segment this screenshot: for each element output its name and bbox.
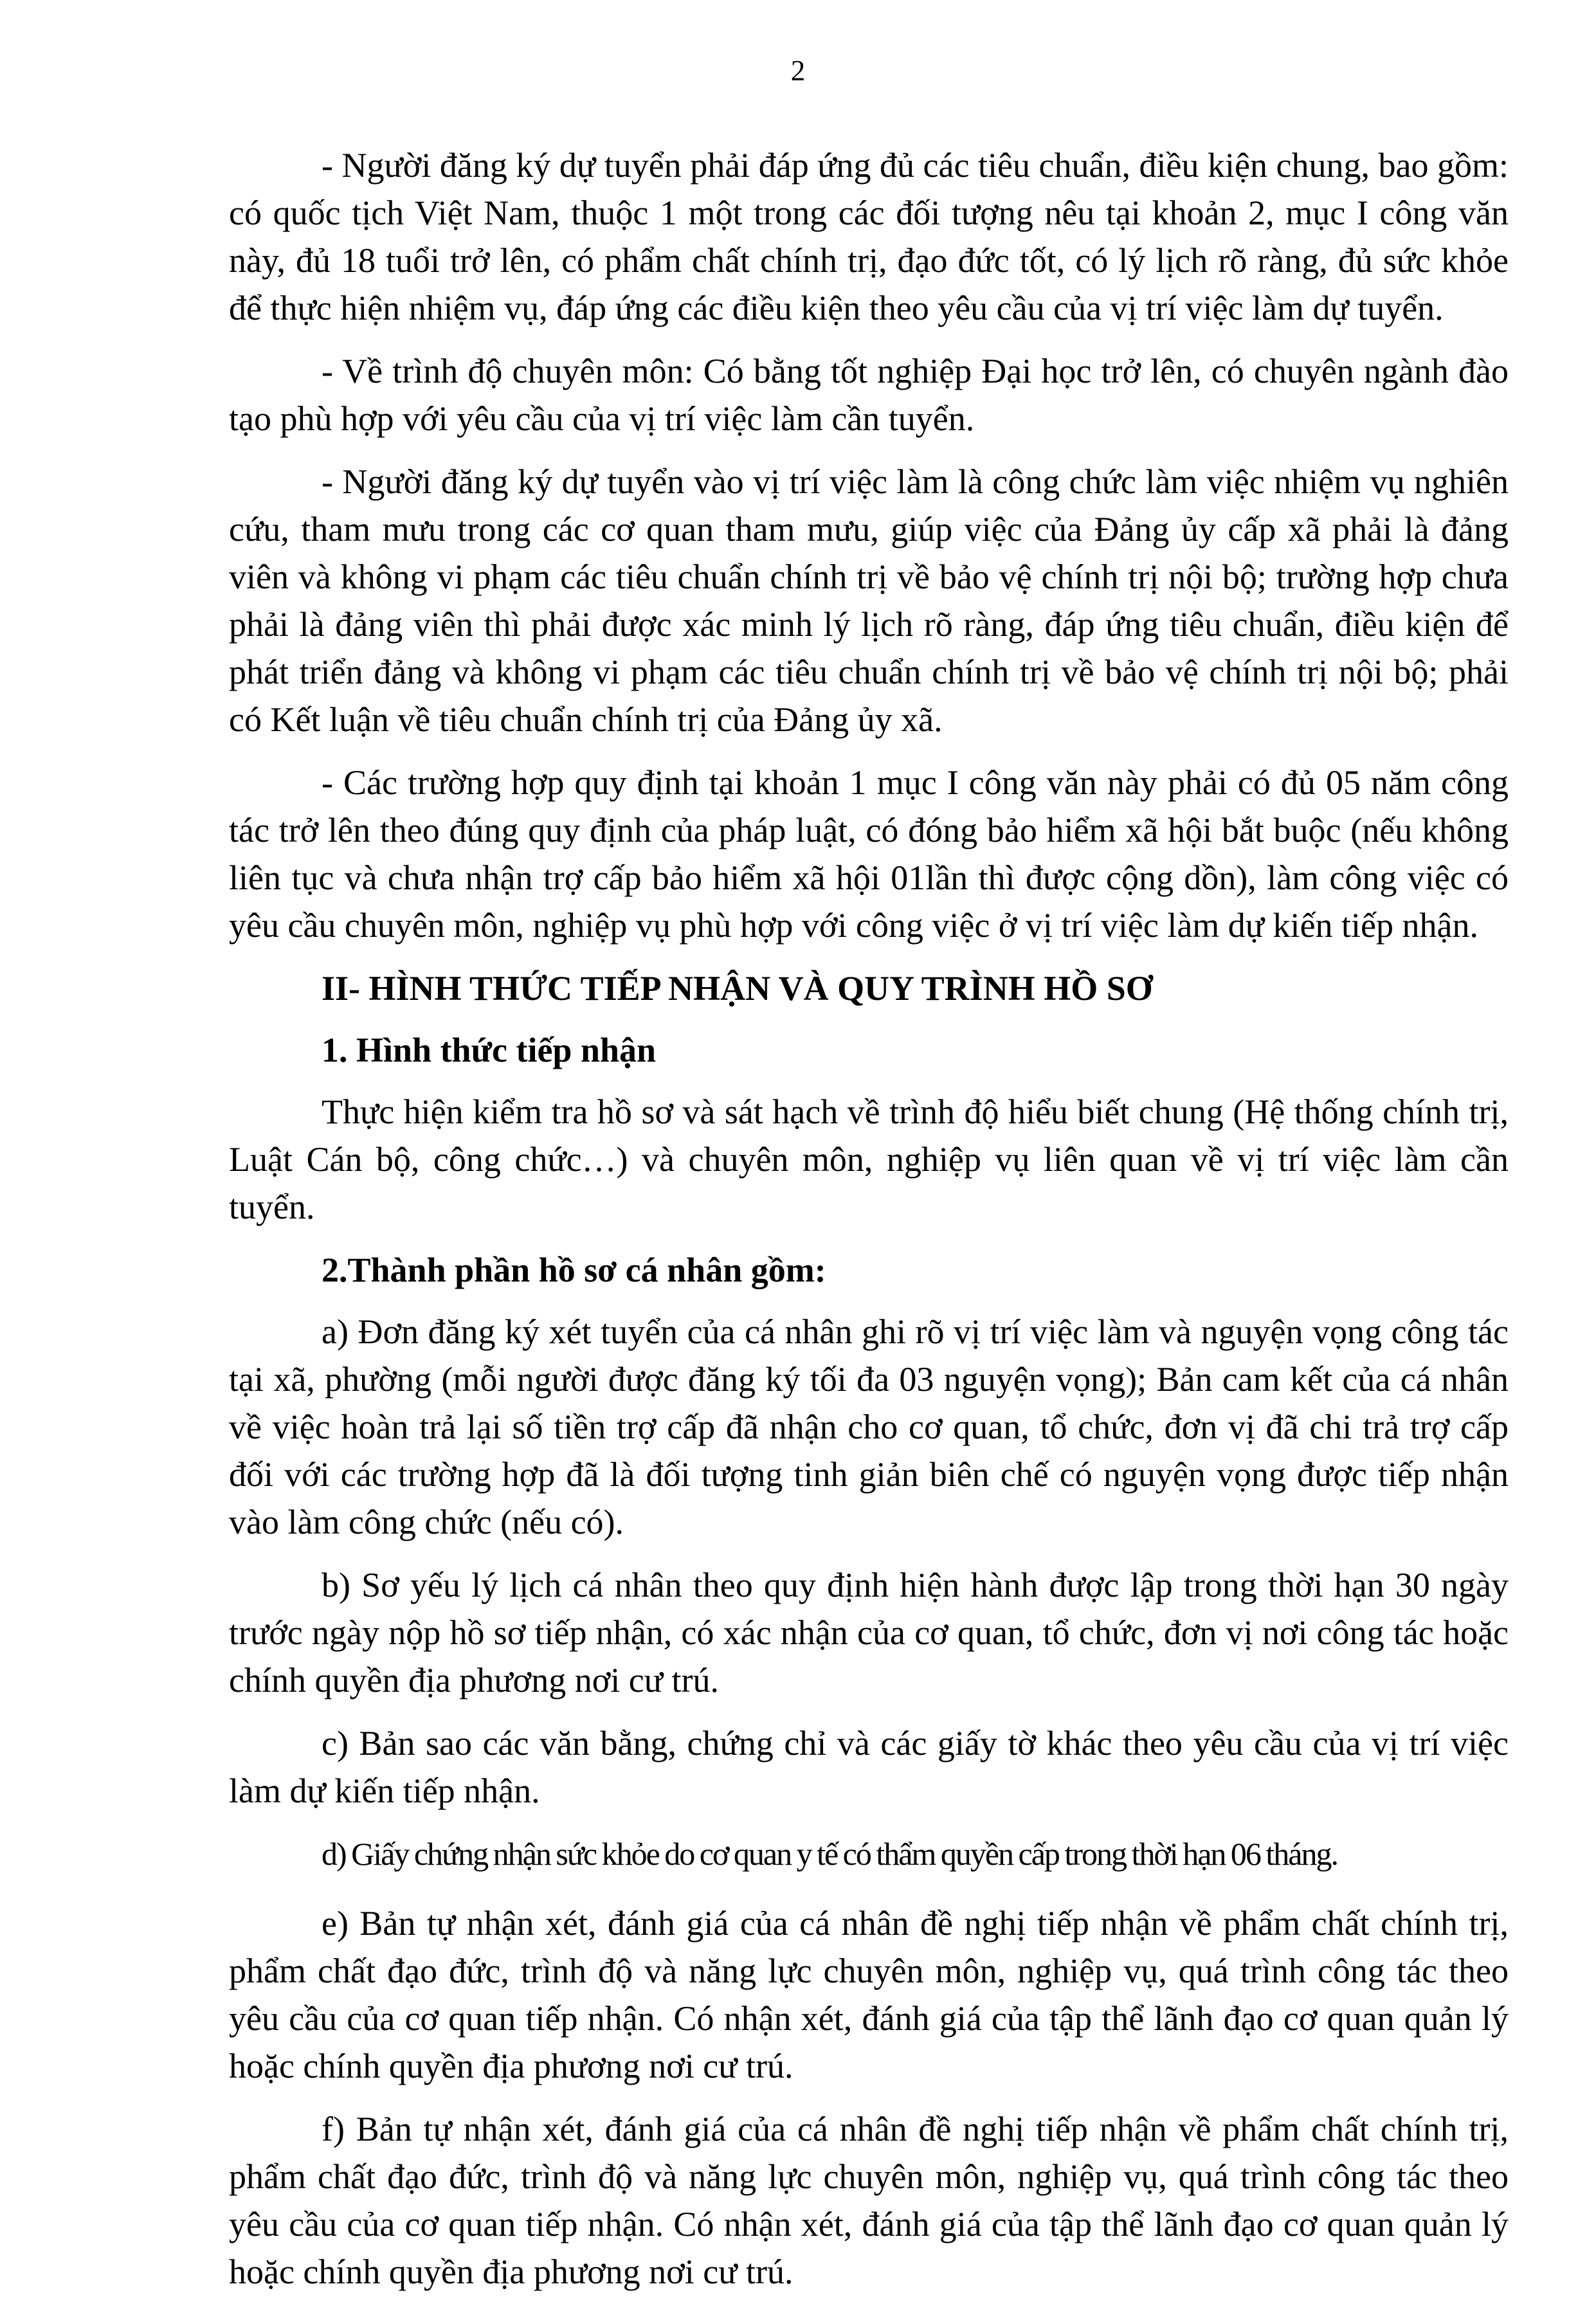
section-heading: II- HÌNH THỨC TIẾP NHẬN VÀ QUY TRÌNH HỒ SƠ	[322, 969, 1153, 1008]
sub-heading-dossier: 2.Thành phần hồ sơ cá nhân gồm:	[322, 1251, 826, 1289]
paragraph-work-experience: - Các trường hợp quy định tại khoản 1 mục I công văn này phải có đủ 05 năm công tác trở lên theo đúng quy định của pháp luật, có đóng bảo hiểm xã hội bắt buộc (nếu không liên tục và chưa nhận trợ cấp bảo hiểm xã hội 01lần thì được cộng dồn), làm công việc có yêu cầu chuyên môn, nghiệp vụ phù hợp với công việc ở vị trí việc làm dự kiến tiếp nhận.	[229, 763, 1509, 945]
list-item-d: d) Giấy chứng nhận sức khỏe do cơ quan y tế có thẩm quyền cấp trong thời hạn 06 tháng.	[322, 1836, 1338, 1872]
paragraph-eligibility: - Người đăng ký dự tuyển phải đáp ứng đủ các tiêu chuẩn, điều kiện chung, bao gồm: có quốc tịch Việt Nam, thuộc 1 một trong các đối tượng nêu tại khoản 2, mục I công văn này, đủ 18 tuổi trở lên, có phẩm chất chính trị, đạo đức tốt, có lý lịch rõ ràng, đủ sức khỏe để thực hiện nhiệm vụ, đáp ứng các điều kiện theo yêu cầu của vị trí việc làm dự tuyển.	[229, 146, 1509, 327]
list-item-e: e) Bản tự nhận xét, đánh giá của cá nhân đề nghị tiếp nhận về phẩm chất chính trị, phẩm chất đạo đức, trình độ và năng lực chuyên môn, nghiệp vụ, quá trình công tác theo yêu cầu của cơ quan tiếp nhận. Có nhận xét, đánh giá của tập thể lãnh đạo cơ quan quản lý hoặc chính quyền địa phương nơi cư trú.	[229, 1904, 1509, 2085]
sub-heading-form: 1. Hình thức tiếp nhận	[322, 1031, 657, 1069]
paragraph-party-member: - Người đăng ký dự tuyển vào vị trí việc làm là công chức làm việc nhiệm vụ nghiên cứu, tham mưu trong các cơ quan tham mưu, giúp việc của Đảng ủy cấp xã phải là đảng viên và không vi phạm các tiêu chuẩn chính trị về bảo vệ chính trị nội bộ; trường hợp chưa phải là đảng viên thì phải được xác minh lý lịch rõ ràng, đáp ứng tiêu chuẩn, điều kiện để phát triển đảng và không vi phạm các tiêu chuẩn chính trị về bảo vệ chính trị nội bộ; phải có Kết luận về tiêu chuẩn chính trị của Đảng ủy xã.	[229, 462, 1509, 739]
document-body	[229, 141, 1509, 2311]
list-item-f: f) Bản tự nhận xét, đánh giá của cá nhân đề nghị tiếp nhận về phẩm chất chính trị, phẩm chất đạo đức, trình độ và năng lực chuyên môn, nghiệp vụ, quá trình công tác theo yêu cầu của cơ quan tiếp nhận. Có nhận xét, đánh giá của tập thể lãnh đạo cơ quan quản lý hoặc chính quyền địa phương nơi cư trú.	[229, 2110, 1509, 2291]
paragraph-form: Thực hiện kiểm tra hồ sơ và sát hạch về trình độ hiểu biết chung (Hệ thống chính trị, Luật Cán bộ, công chức…) và chuyên môn, nghiệp vụ liên quan về vị trí việc làm cần tuyển.	[229, 1092, 1509, 1226]
list-item-b: b) Sơ yếu lý lịch cá nhân theo quy định hiện hành được lập trong thời hạn 30 ngày trước ngày nộp hồ sơ tiếp nhận, có xác nhận của cơ quan, tổ chức, đơn vị nơi công tác hoặc chính quyền địa phương nơi cư trú.	[229, 1566, 1509, 1699]
list-item-a: a) Đơn đăng ký xét tuyển của cá nhân ghi rõ vị trí việc làm và nguyện vọng công tác tại xã, phường (mỗi người được đăng ký tối đa 03 nguyện vọng); Bản cam kết của cá nhân về việc hoàn trả lại số tiền trợ cấp đã nhận cho cơ quan, tổ chức, đơn vị đã chi trả trợ cấp đối với các trường hợp đã là đối tượng tinh giản biên chế có nguyện vọng được tiếp nhận vào làm công chức (nếu có).	[229, 1312, 1509, 1541]
page-number: 2	[790, 55, 806, 87]
list-item-c: c) Bản sao các văn bằng, chứng chỉ và các giấy tờ khác theo yêu cầu của vị trí việc làm dự kiến tiếp nhận.	[229, 1724, 1509, 1810]
paragraph-qualification: - Về trình độ chuyên môn: Có bằng tốt nghiệp Đại học trở lên, có chuyên ngành đào tạo phù hợp với yêu cầu của vị trí việc làm cần tuyển.	[229, 352, 1509, 438]
